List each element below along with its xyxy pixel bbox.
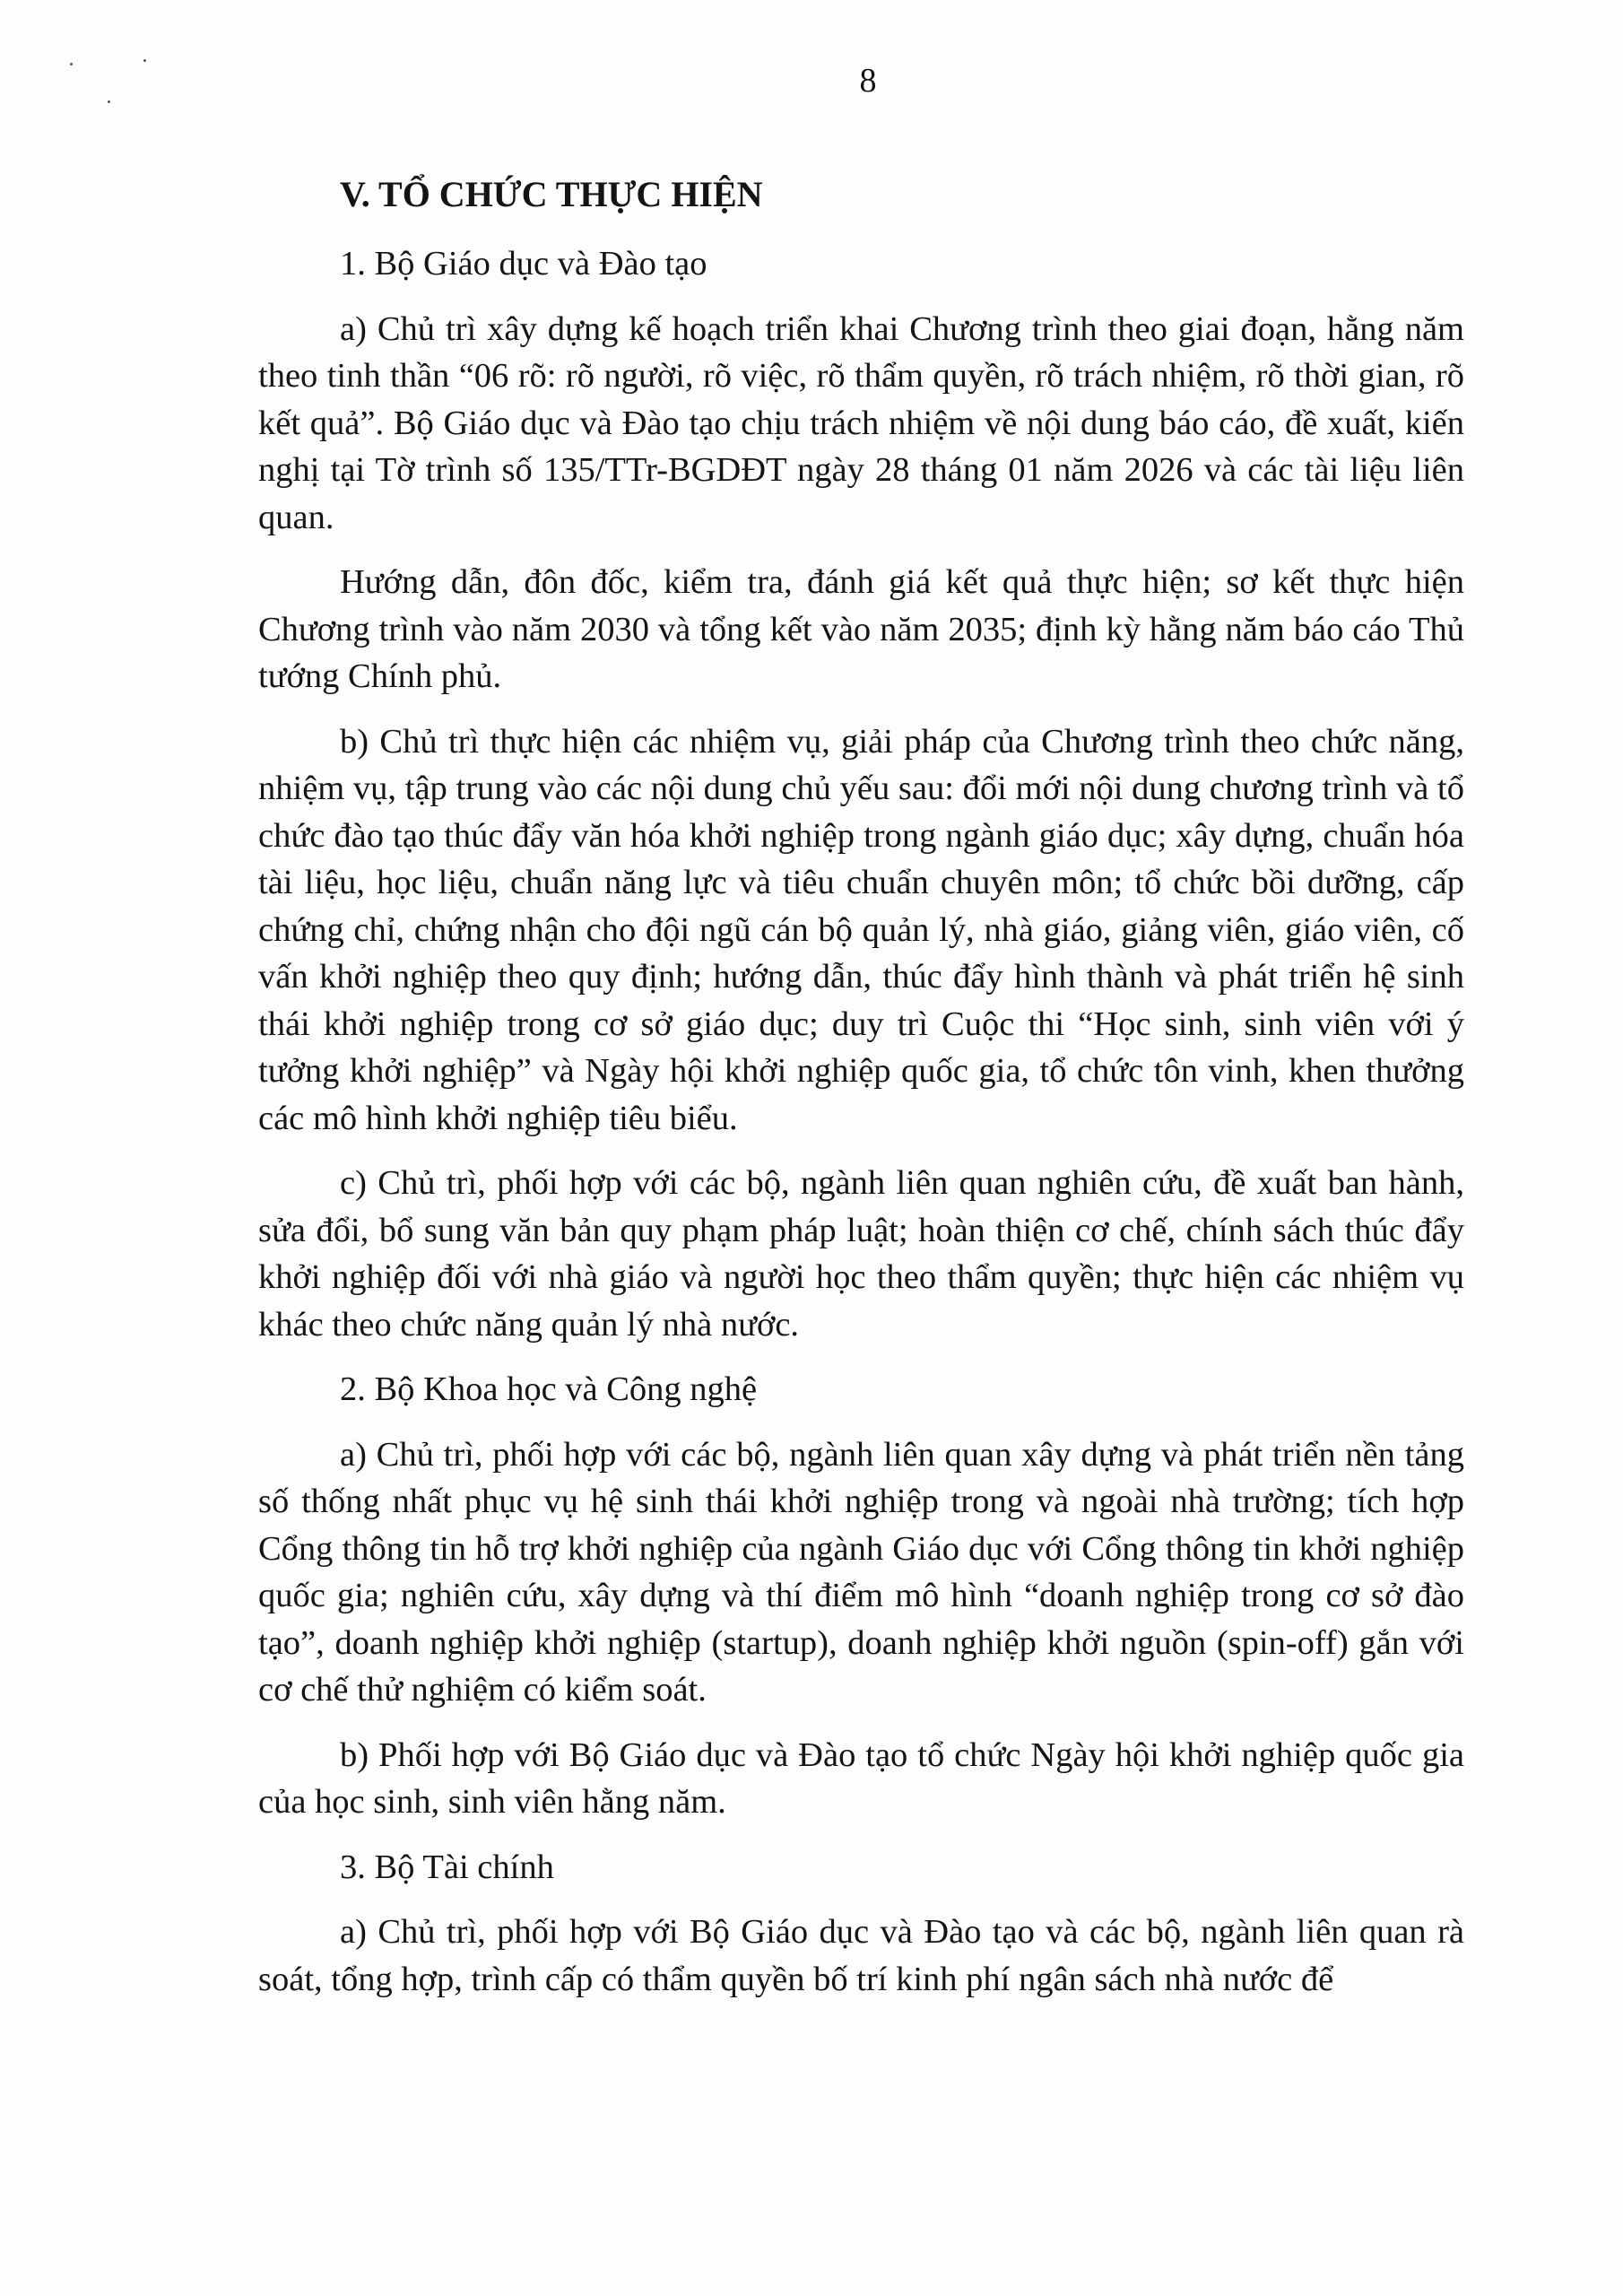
scan-speck: [108, 100, 110, 103]
document-body: [258, 170, 1464, 2021]
subsection-heading: 2. Bộ Khoa học và Công nghệ: [340, 1370, 758, 1408]
subsection-heading: 3. Bộ Tài chính: [340, 1848, 554, 1886]
paragraph: b) Chủ trì thực hiện các nhiệm vụ, giải pháp của Chương trình theo chức năng, nhiệm vụ, tập trung vào các nội dung chủ yếu sau: đổi mới nội dung chương trình và tổ chức đào tạo thúc đẩy văn hóa khởi nghiệp trong ngành giáo dục; xây dựng, chuẩn hóa tài liệu, học liệu, chuẩn năng lực và tiêu chuẩn chuyên môn; tổ chức bồi dưỡng, cấp chứng chỉ, chứng nhận cho đội ngũ cán bộ quản lý, nhà giáo, giảng viên, giáo viên, cố vấn khởi nghiệp theo quy định; hướng dẫn, thúc đẩy hình thành và phát triển hệ sinh thái khởi nghiệp trong cơ sở giáo dục; duy trì Cuộc thi “Học sinh, sinh viên với ý tưởng khởi nghiệp” và Ngày hội khởi nghiệp quốc gia, tổ chức tôn vinh, khen thưởng các mô hình khởi nghiệp tiêu biểu.: [258, 722, 1464, 1137]
section-heading: V. TỔ CHỨC THỰC HIỆN: [340, 174, 763, 214]
paragraph: a) Chủ trì, phối hợp với Bộ Giáo dục và Đào tạo và các bộ, ngành liên quan rà soát, tổng hợp, trình cấp có thẩm quyền bố trí kinh phí ngân sách nhà nước để: [258, 1913, 1464, 1998]
paragraph: Hướng dẫn, đôn đốc, kiểm tra, đánh giá kết quả thực hiện; sơ kết thực hiện Chương trình vào năm 2030 và tổng kết vào năm 2035; định kỳ hằng năm báo cáo Thủ tướng Chính phủ.: [258, 563, 1464, 695]
paragraph: c) Chủ trì, phối hợp với các bộ, ngành liên quan nghiên cứu, đề xuất ban hành, sửa đổi, bổ sung văn bản quy phạm pháp luật; hoàn thiện cơ chế, chính sách thúc đẩy khởi nghiệp đối với nhà giáo và người học theo thẩm quyền; thực hiện các nhiệm vụ khác theo chức năng quản lý nhà nước.: [258, 1164, 1464, 1344]
paragraph: a) Chủ trì xây dựng kế hoạch triển khai Chương trình theo giai đoạn, hằng năm theo tinh thần “06 rõ: rõ người, rõ việc, rõ thẩm quyền, rõ trách nhiệm, rõ thời gian, rõ kết quả”. Bộ Giáo dục và Đào tạo chịu trách nhiệm về nội dung báo cáo, đề xuất, kiến nghị tại Tờ trình số 135/TTr-BGDĐT ngày 28 tháng 01 năm 2026 và các tài liệu liên quan.: [258, 309, 1464, 536]
paragraph: b) Phối hợp với Bộ Giáo dục và Đào tạo tổ chức Ngày hội khởi nghiệp quốc gia của học sinh, sinh viên hằng năm.: [258, 1735, 1464, 1821]
page-number: 8: [859, 62, 877, 100]
paragraph: a) Chủ trì, phối hợp với các bộ, ngành liên quan xây dựng và phát triển nền tảng số thống nhất phục vụ hệ sinh thái khởi nghiệp trong và ngoài nhà trường; tích hợp Cổng thông tin hỗ trợ khởi nghiệp của ngành Giáo dục với Cổng thông tin khởi nghiệp quốc gia; nghiên cứu, xây dựng và thí điểm mô hình “doanh nghiệp trong cơ sở đào tạo”, doanh nghiệp khởi nghiệp (startup), doanh nghiệp khởi nguồn (spin-off) gắn với cơ chế thử nghiệm có kiểm soát.: [258, 1435, 1464, 1709]
subsection-heading: 1. Bộ Giáo dục và Đào tạo: [340, 245, 707, 283]
